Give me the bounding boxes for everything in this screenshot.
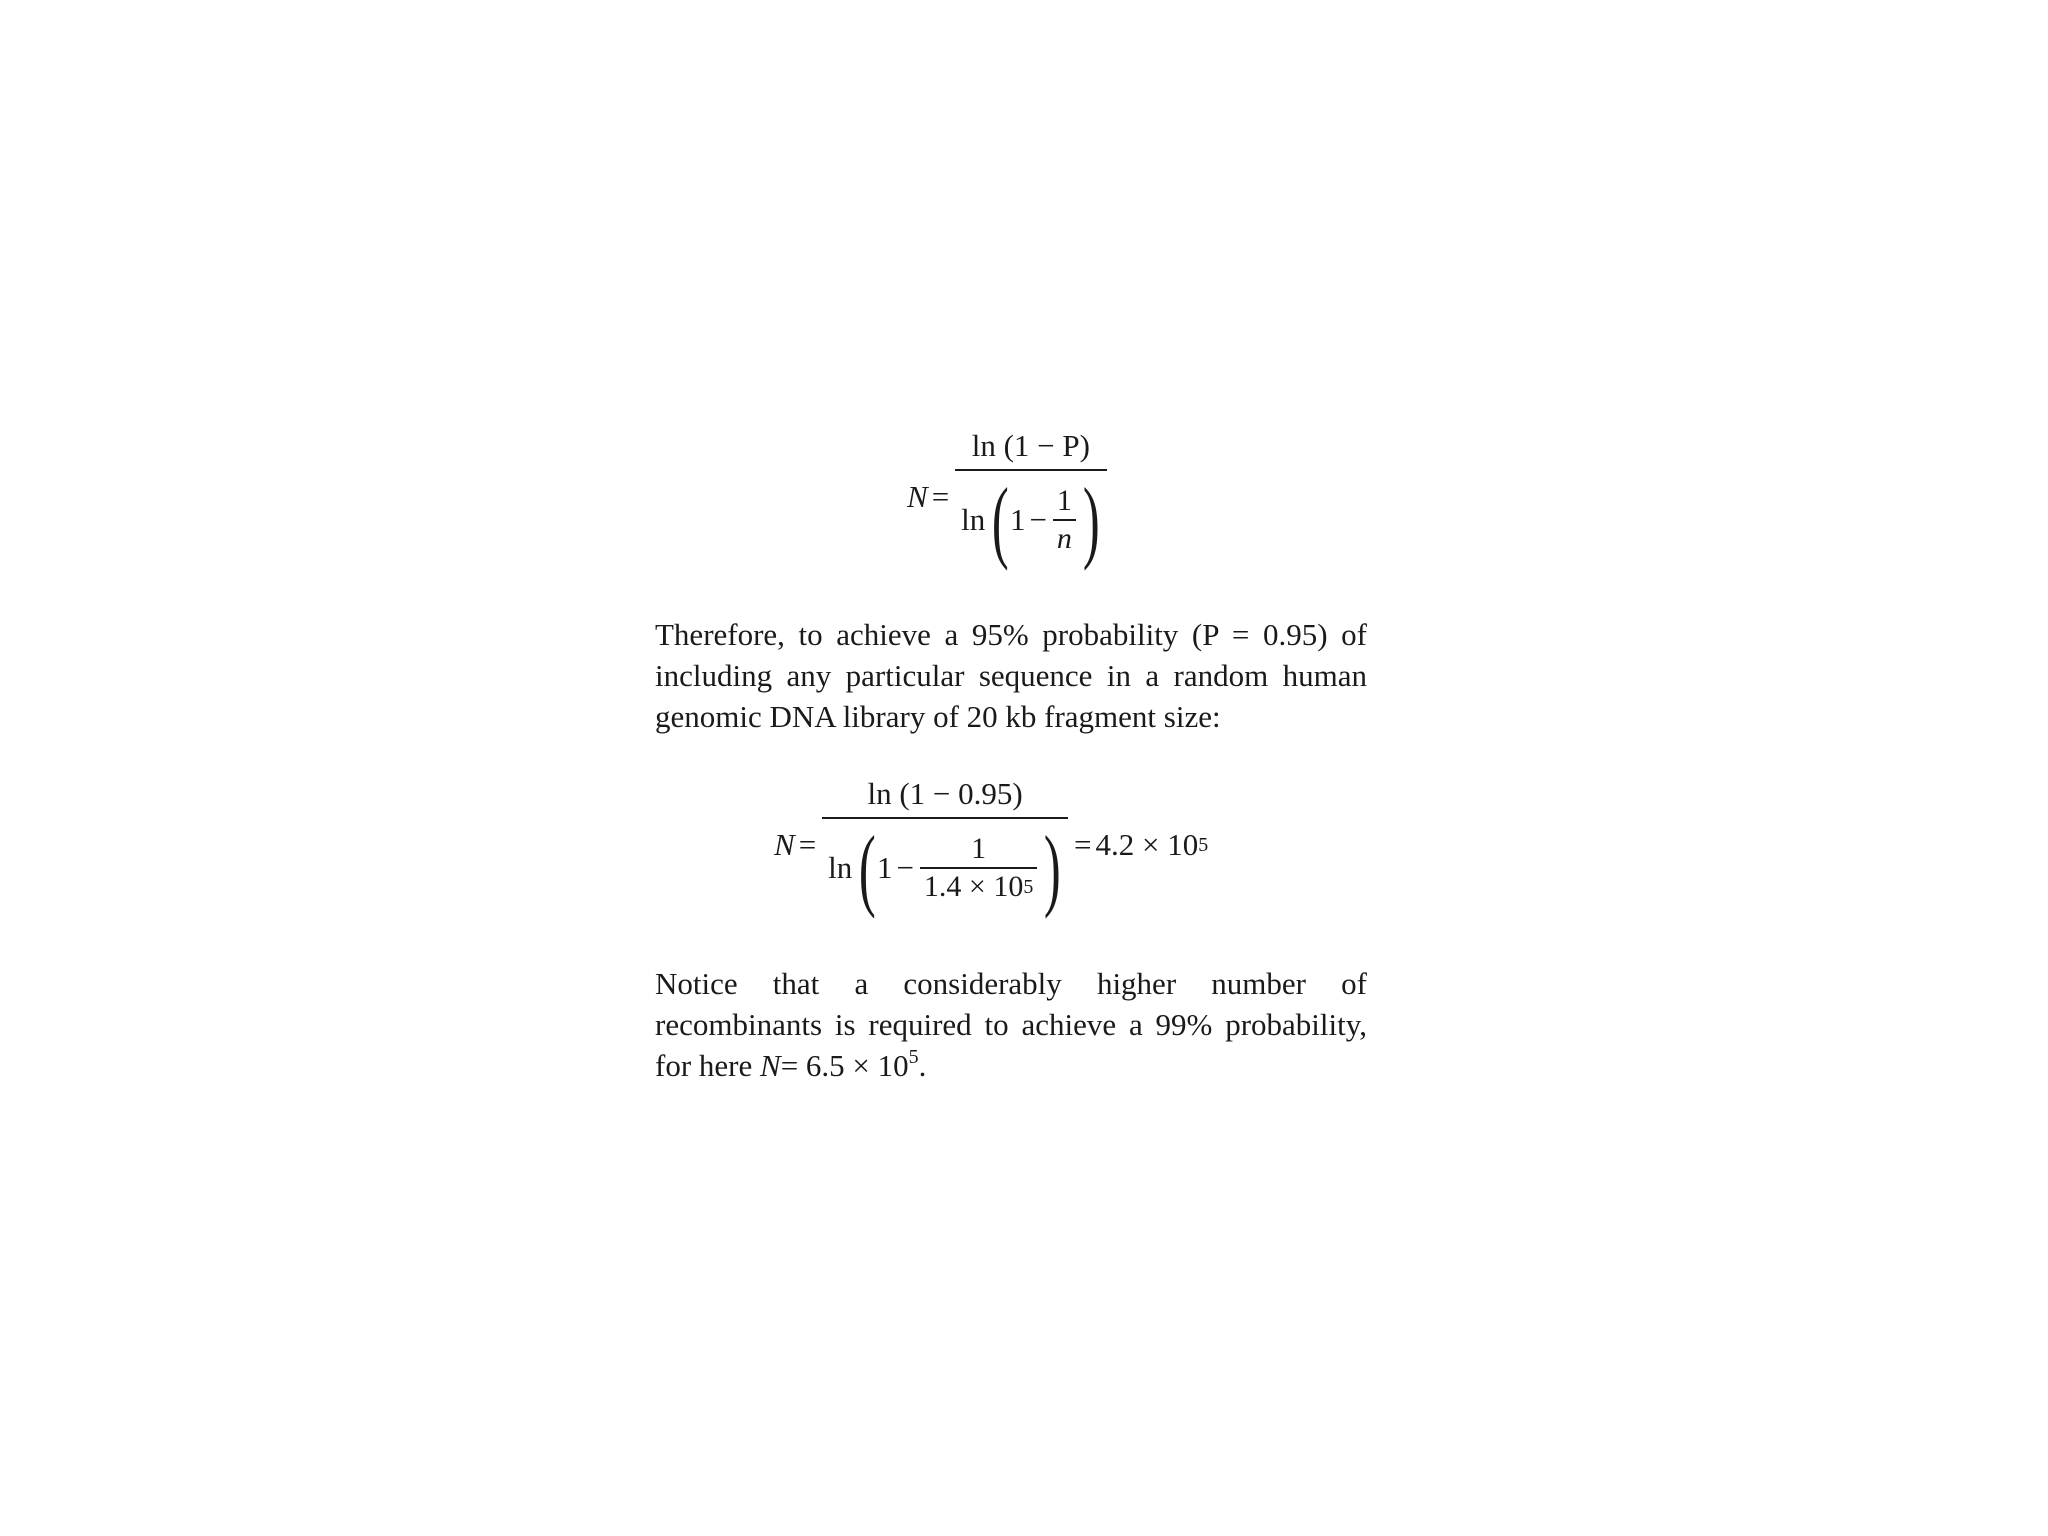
notice-value-exponent: 5 bbox=[908, 1046, 919, 1068]
den-one: 1 bbox=[876, 850, 893, 885]
inner-denominator-base: 1.4 × 10 bbox=[923, 870, 1024, 903]
ln-label: ln bbox=[828, 850, 853, 885]
formula-numerator: ln (1 − P) bbox=[971, 428, 1090, 463]
notice-text: Notice that a considerably higher number of recombinants is required to achieve a 99% probability, for here bbox=[655, 966, 1367, 1083]
ln-label: ln bbox=[961, 502, 986, 537]
den-minus: − bbox=[896, 850, 914, 885]
right-paren: ) bbox=[1082, 469, 1100, 571]
inner-denominator: n bbox=[1053, 519, 1076, 556]
formula-fraction bbox=[955, 428, 1106, 571]
inner-numerator: 1 bbox=[1056, 484, 1072, 517]
notice-value-base: = 6.5 × 10 bbox=[780, 1048, 909, 1083]
formula-worked-example: N = ln (1 − 0.95) ln ( 1 − 1 1.4 × 10 5 ) = 4.2 × 10 5 bbox=[774, 776, 1209, 919]
formula-denominator bbox=[955, 469, 1106, 571]
formula-lhs: N bbox=[907, 479, 928, 514]
formula2-equals: = bbox=[798, 827, 817, 862]
right-paren: ) bbox=[1044, 817, 1062, 919]
result-equals: = bbox=[1073, 827, 1092, 862]
left-paren: ( bbox=[992, 469, 1010, 571]
left-paren: ( bbox=[859, 817, 877, 919]
den-minus: − bbox=[1029, 502, 1047, 537]
result-base: 4.2 × 10 bbox=[1095, 827, 1199, 862]
inner-fraction bbox=[1053, 484, 1076, 556]
notice-period: . bbox=[918, 1048, 927, 1083]
den-one: 1 bbox=[1009, 502, 1026, 537]
paragraph-notice bbox=[655, 963, 1367, 1086]
formula-general bbox=[907, 428, 1113, 571]
formula2-fraction bbox=[822, 776, 1068, 919]
inner-fraction bbox=[920, 832, 1037, 904]
paragraph-probability: Therefore, to achieve a 95% probability (P = 0.95) of including any particular sequence in a random human genomic DNA library of 20 kb fragment size: bbox=[655, 617, 1367, 734]
formula2-denominator bbox=[822, 817, 1068, 919]
inner-numerator: 1 bbox=[971, 832, 987, 865]
notice-n-symbol: N bbox=[760, 1048, 781, 1083]
formula2-numerator: ln (1 − 0.95) bbox=[867, 776, 1023, 811]
formula2-lhs: N bbox=[774, 827, 795, 862]
formula-equals: = bbox=[931, 479, 950, 514]
inner-denominator: 1.4 × 10 5 bbox=[920, 867, 1037, 904]
